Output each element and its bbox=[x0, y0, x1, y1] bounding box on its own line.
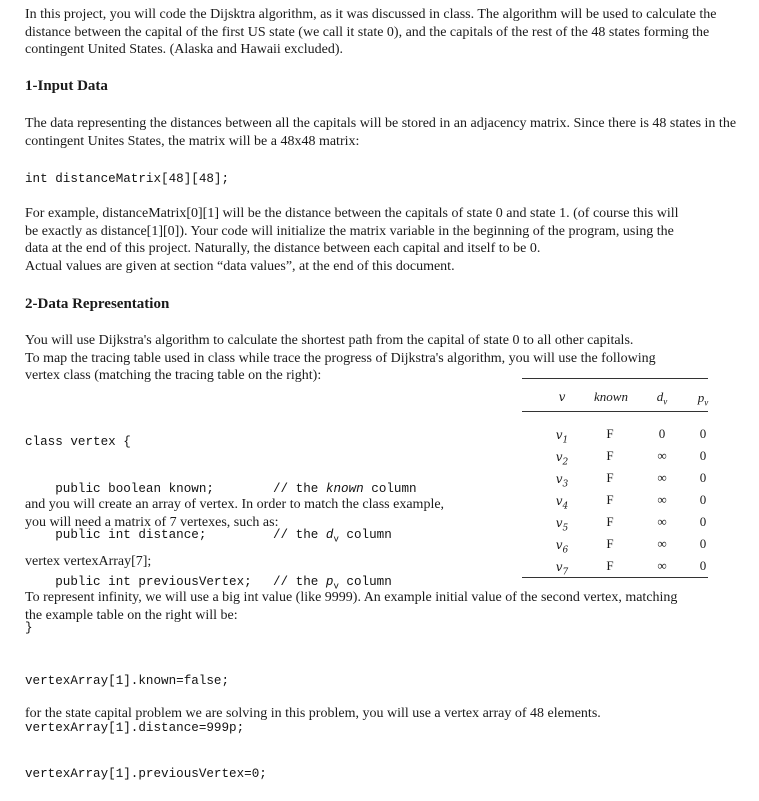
field-declaration: public boolean known; bbox=[25, 481, 214, 496]
text-line: To map the tracing table used in class while trace the progress of Dijkstra's algorithm, you will use the following bbox=[25, 350, 656, 366]
row-vertex bbox=[547, 516, 577, 534]
vertex-subscript: 4 bbox=[562, 501, 569, 512]
comment-text: // the bbox=[273, 574, 326, 589]
row-distance: 0 bbox=[658, 426, 666, 441]
text-line: Actual values are given at section “data values”, at the end of this document. bbox=[25, 258, 455, 274]
text-line: For example, distanceMatrix[0][1] will be the distance between the capitals of state 0 and state 1. (of course this will bbox=[25, 206, 679, 221]
text-line: You will use Dijkstra's algorithm to calculate the shortest path from the capital of state 0 to all other capitals. bbox=[25, 333, 634, 348]
row-known: F bbox=[606, 470, 614, 485]
section-2-heading: 2-Data Representation bbox=[25, 296, 170, 312]
row-vertex bbox=[547, 560, 577, 578]
comment-text: // the bbox=[273, 481, 326, 496]
header-d-letter: d bbox=[656, 389, 664, 404]
row-previous: 0 bbox=[699, 448, 707, 463]
vertex-letter: v bbox=[555, 538, 563, 552]
row-known: F bbox=[606, 558, 614, 573]
vertex-subscript: 3 bbox=[562, 479, 569, 490]
header-p bbox=[688, 390, 718, 406]
header-p-subscript: v bbox=[704, 397, 709, 408]
row-previous: 0 bbox=[699, 558, 707, 573]
vertex-letter: v bbox=[555, 560, 563, 574]
row-distance: ∞ bbox=[657, 448, 667, 463]
code-line: vertexArray[1].distance=999p; bbox=[25, 720, 245, 735]
vertex-subscript: 2 bbox=[562, 457, 569, 468]
row-known: F bbox=[606, 448, 614, 463]
row-previous: 0 bbox=[699, 492, 707, 507]
section-2-paragraph bbox=[25, 332, 755, 385]
class-close-line: } bbox=[25, 621, 33, 635]
table-header-rule bbox=[522, 411, 708, 412]
row-vertex bbox=[547, 428, 577, 446]
comment-emphasis: d bbox=[325, 528, 334, 542]
text-line: and you will create an array of vertex. In order to match the class example, bbox=[25, 497, 445, 512]
comment-text: column bbox=[363, 481, 417, 496]
row-distance: ∞ bbox=[657, 536, 667, 551]
header-p-letter: p bbox=[697, 390, 705, 405]
text-line: vertex class (matching the tracing table on the right): bbox=[25, 368, 322, 383]
infinity-paragraph bbox=[25, 589, 755, 624]
header-d-subscript: v bbox=[663, 396, 668, 407]
field-declaration: public int previousVertex; bbox=[25, 574, 252, 589]
row-vertex bbox=[547, 494, 577, 512]
comment-subscript: v bbox=[333, 534, 339, 545]
row-known: F bbox=[606, 536, 614, 551]
row-distance: ∞ bbox=[657, 470, 667, 485]
vertex-letter: v bbox=[555, 450, 563, 464]
vertex-array-declaration: vertex vertexArray[7]; bbox=[25, 554, 152, 569]
text-line: you will need a matrix of 7 vertexes, such as: bbox=[25, 514, 279, 530]
header-d bbox=[647, 389, 677, 405]
header-v: v bbox=[558, 390, 566, 404]
vertex-array-paragraph bbox=[25, 496, 505, 531]
text-line: To represent infinity, we will use a big int value (like 9999). An example initial value of the second vertex, matching bbox=[25, 590, 678, 605]
comment-text: // the bbox=[273, 528, 326, 542]
distance-matrix-code: int distanceMatrix[48][48]; bbox=[25, 172, 230, 186]
code-line: vertexArray[1].known=false; bbox=[25, 674, 230, 688]
class-open-line: class vertex { bbox=[25, 435, 131, 449]
row-previous: 0 bbox=[699, 536, 707, 551]
comment-text: column bbox=[338, 574, 392, 589]
text-line: data at the end of this project. Naturally, the distance between each capital and itself to be 0. bbox=[25, 241, 541, 256]
row-distance: ∞ bbox=[657, 558, 667, 573]
row-distance: ∞ bbox=[657, 514, 667, 529]
vertex-letter: v bbox=[555, 472, 563, 486]
row-distance: ∞ bbox=[657, 492, 667, 507]
comment-emphasis: p bbox=[325, 574, 334, 589]
field-declaration: public int distance; bbox=[25, 528, 207, 542]
previous-vertex-field-line bbox=[25, 575, 417, 591]
section-1-paragraph: The data representing the distances between all the capitals will be stored in an adjacency matrix. Since there is 48 states in the contingent Unites States, the matrix will be a 48x48 matrix: bbox=[25, 116, 737, 149]
row-known: F bbox=[606, 492, 614, 507]
table-bottom-rule bbox=[522, 577, 708, 578]
vertex-letter: v bbox=[555, 516, 563, 530]
row-known: F bbox=[606, 426, 614, 441]
section-1-heading: 1-Input Data bbox=[25, 78, 108, 94]
closing-paragraph: for the state capital problem we are solving in this problem, you will use a vertex array of 48 elements. bbox=[25, 706, 601, 721]
row-vertex bbox=[547, 450, 577, 468]
vertex-subscript: 5 bbox=[562, 523, 569, 534]
known-field-line bbox=[25, 482, 417, 498]
row-vertex bbox=[547, 538, 577, 556]
comment-subscript: v bbox=[333, 581, 339, 592]
row-previous: 0 bbox=[699, 426, 707, 441]
row-known: F bbox=[606, 514, 614, 529]
vertex-subscript: 7 bbox=[562, 567, 569, 578]
field-comment bbox=[273, 574, 392, 592]
comment-text: column bbox=[338, 528, 392, 542]
row-previous: 0 bbox=[699, 470, 707, 485]
table-top-rule bbox=[522, 378, 708, 379]
vertex-letter: v bbox=[555, 494, 563, 508]
row-previous: 0 bbox=[699, 514, 707, 529]
section-1-example-paragraph bbox=[25, 205, 755, 275]
row-vertex bbox=[547, 472, 577, 490]
vertex-subscript: 6 bbox=[562, 545, 569, 556]
vertex-letter: v bbox=[555, 428, 563, 442]
text-line: the example table on the right will be: bbox=[25, 607, 238, 623]
text-line: be exactly as distance[1][0]). Your code will initialize the matrix variable in the beginning of the program, using the bbox=[25, 223, 674, 239]
code-line: vertexArray[1].previousVertex=0; bbox=[25, 767, 267, 781]
field-comment bbox=[273, 482, 417, 496]
intro-paragraph: In this project, you will code the Dijsktra algorithm, as it was discussed in class. The algorithm will be used to calculate the distance between the capital of the first US state (we call it state 0), and the capitals of the rest of the 48 states forming the contingent United States. (Alaska and Hawaii excluded). bbox=[25, 7, 717, 57]
header-known: known bbox=[594, 389, 628, 404]
vertex-subscript: 1 bbox=[562, 435, 569, 446]
comment-emphasis: known bbox=[325, 481, 364, 496]
